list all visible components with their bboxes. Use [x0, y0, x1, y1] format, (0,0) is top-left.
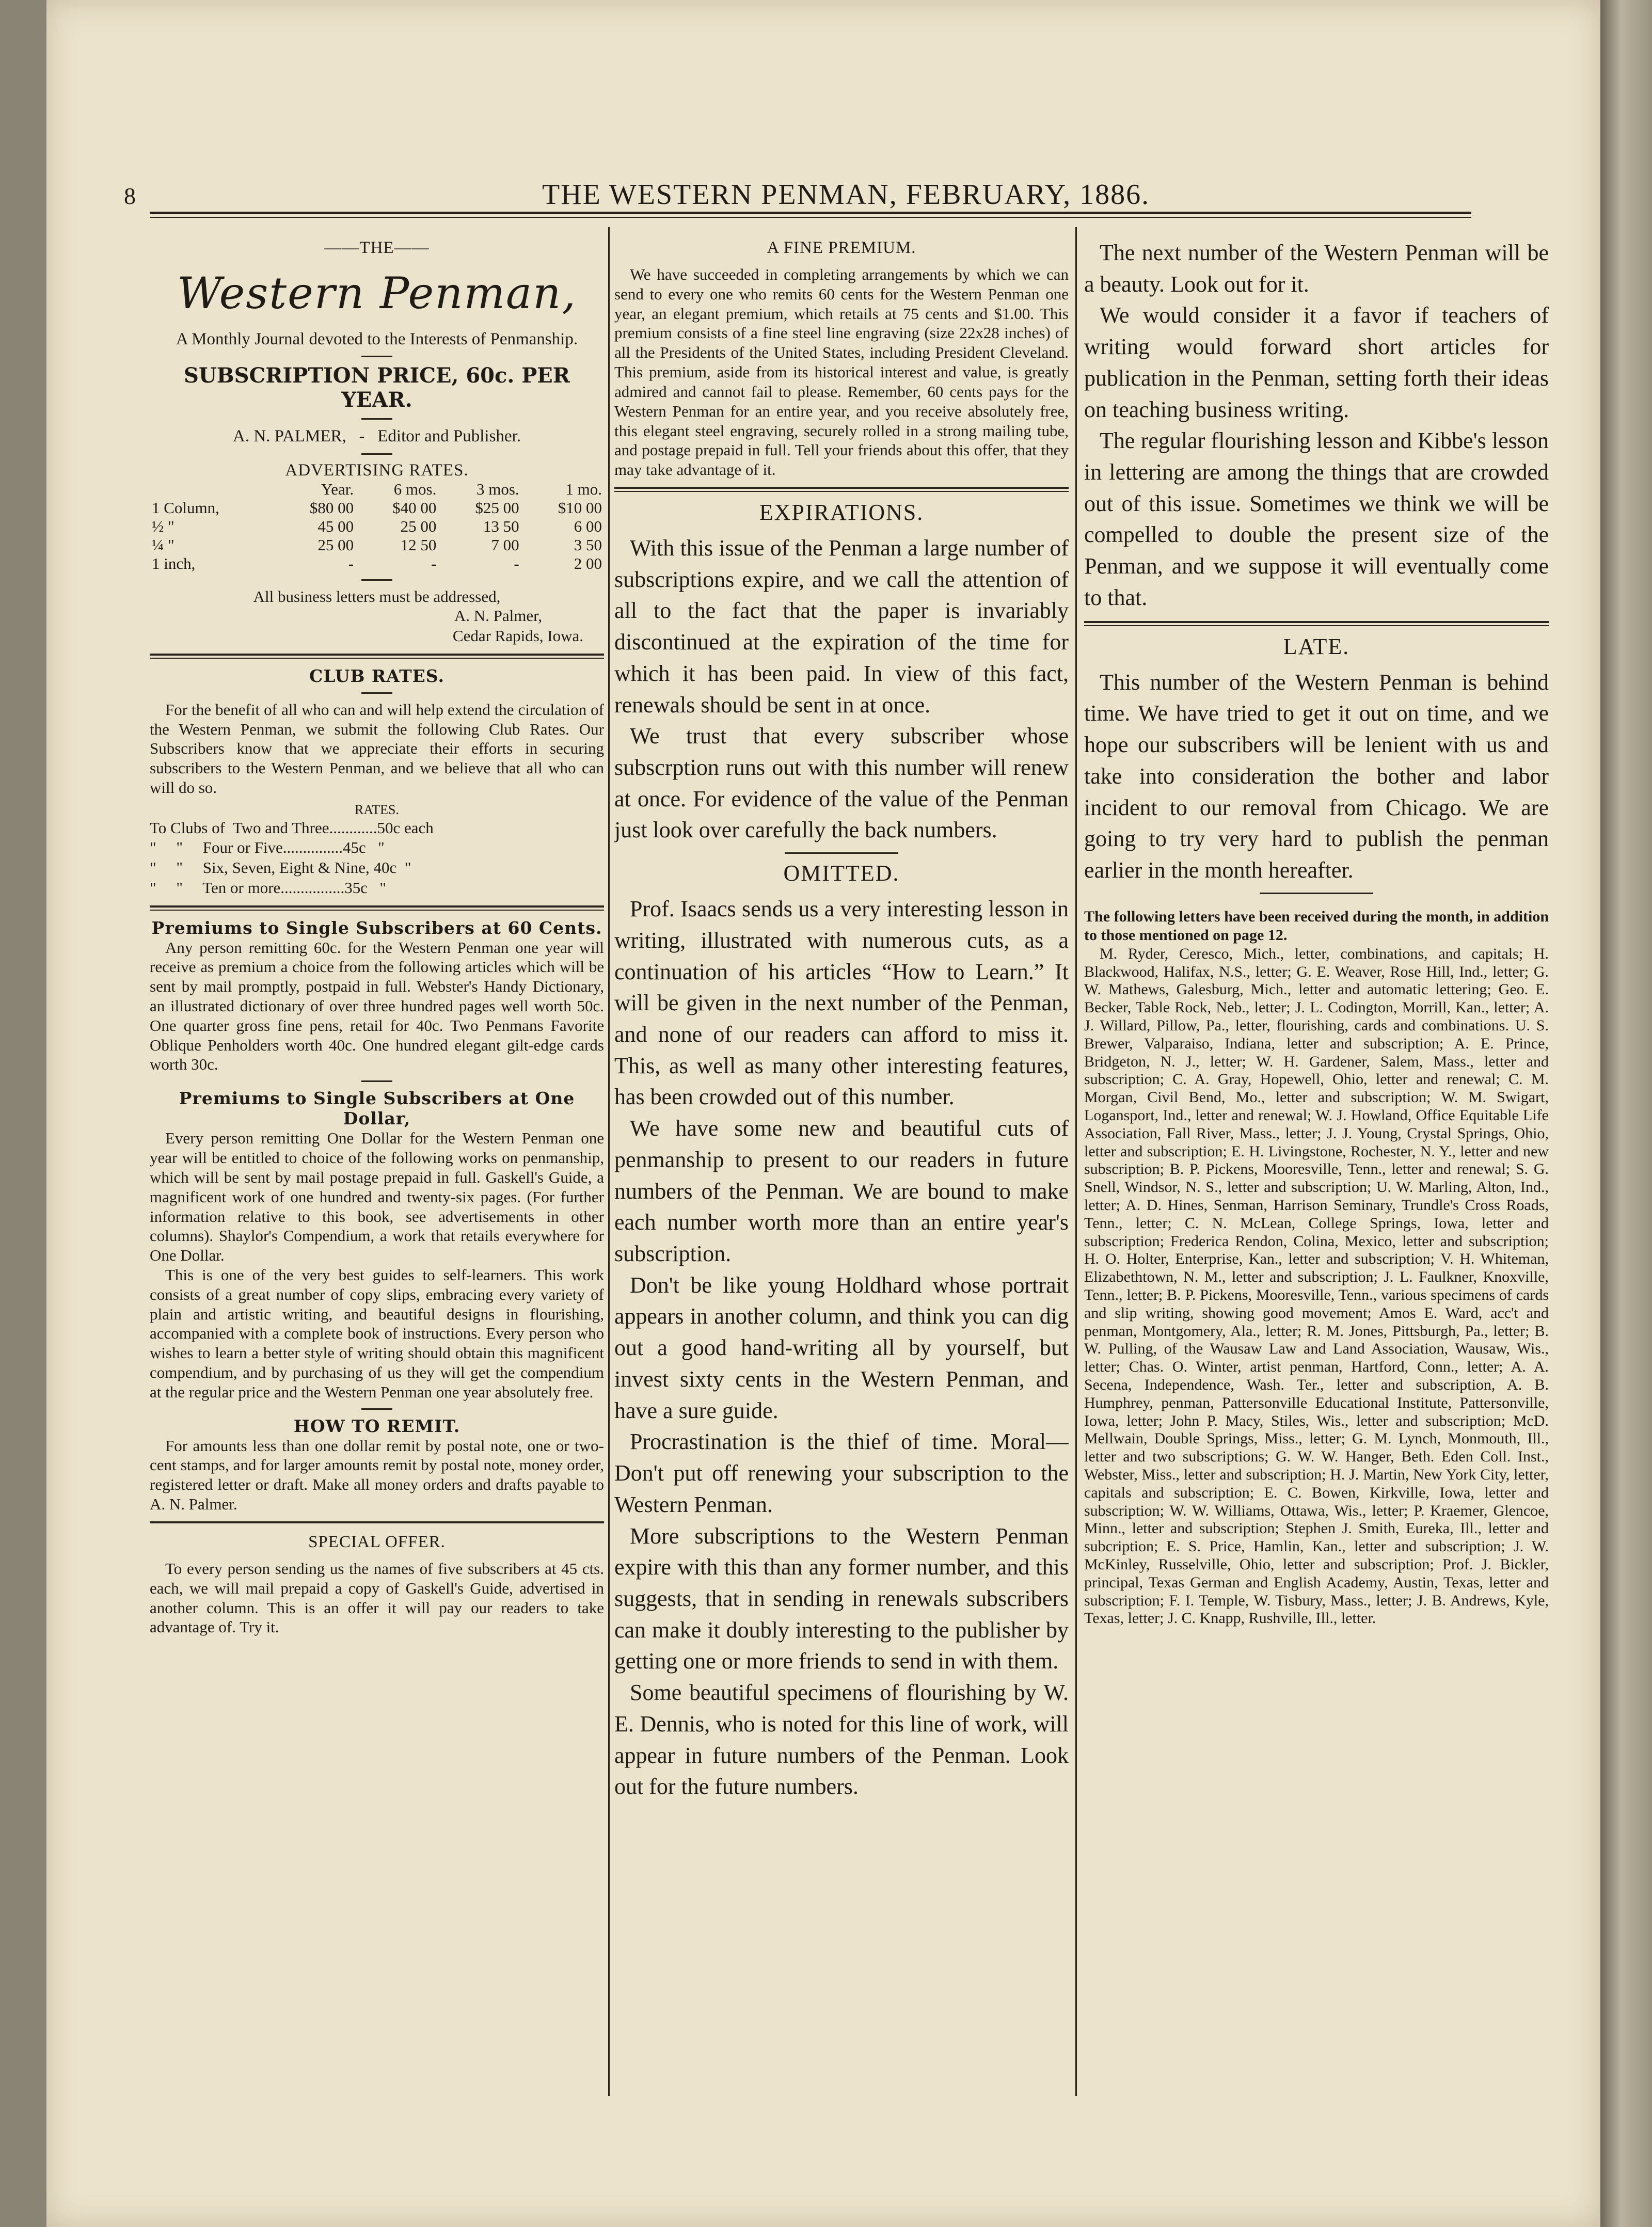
section-rule-thin — [150, 658, 604, 659]
table-cell: $80 00 — [309, 498, 354, 517]
section-rule — [150, 905, 604, 908]
table-cell — [150, 480, 273, 499]
address-name: A. N. Palmer, — [454, 607, 542, 625]
table-cell: 7 00 — [491, 535, 519, 554]
omitted-paragraph: We have some new and beautiful cuts of penmanship to present to our readers in future numbers of the Penman. We are bound to make each number worth more than an entire year's subscription. — [614, 1116, 1069, 1267]
table-cell: $25 00 — [475, 498, 519, 517]
masthead: THE WESTERN PENMAN, FEBRUARY, 1886. — [542, 179, 1150, 211]
club-rates-text: For the benefit of all who can and will help extend the circulation of the Western Penman, we submit the following Club Rates. Our Subscribers know that we appreciate their efforts in securing subscribers to the Western Penman, and we believe that all who can will do so. — [150, 700, 604, 797]
rates-label: RATES. — [355, 802, 399, 817]
how-to-remit-title: HOW TO REMIT. — [293, 1415, 460, 1436]
ad-rates-table — [150, 480, 604, 573]
column-divider-2 — [1075, 227, 1077, 2096]
club-rates-list — [150, 818, 604, 898]
list-item: " " Four or Five...............45c " — [150, 838, 385, 857]
special-offer-title: SPECIAL OFFER. — [308, 1532, 446, 1551]
table-cell: 1 mo. — [565, 480, 602, 498]
premium-dollar-title: Premiums to Single Subscribers at One Dollar, — [179, 1088, 575, 1129]
omitted-title: OMITTED. — [783, 861, 900, 886]
subscription-price: SUBSCRIPTION PRICE, 60c. PER YEAR. — [183, 363, 570, 412]
table-cell: $40 00 — [392, 498, 437, 517]
tagline: A Monthly Journal devoted to the Interests of Penmanship. — [176, 330, 578, 348]
omitted-paragraph: More subscriptions to the Western Penman expire with this than any former number, and this suggests, that in sending in renewals subscribers can make it doubly interesting to the publisher by getting one or more friends to send in with them. — [614, 1523, 1069, 1674]
column-3 — [1084, 227, 1549, 2137]
divider — [1260, 893, 1373, 894]
column-2 — [614, 227, 1069, 2137]
header-rule-thin — [150, 217, 1471, 218]
business-letters: All business letters must be addressed, — [253, 587, 501, 606]
section-rule — [1084, 621, 1549, 623]
omitted-paragraph: Prof. Isaacs sends us a very interesting lesson in writing, illustrated with numerous cuts, as a continuation of his articles “How to Learn.” It will be given in the next number of the Penman, and none of our readers can afford to miss it. This, as well as many other interesting features, has been crowded out of this number. — [614, 896, 1069, 1110]
premium-dollar-text-2: This is one of the very best guides to self-learners. This work consists of a great number of copy slips, embracing every variety of plain and artistic writing, and beautiful designs in flourishing, accompanied with a complete book of instructions. Every person who wishes to learn a better style of writing should obtain this magnificent compendium, and by purchasing of us they will get the compendium at the regular price and the Western Penman one year absolutely free. — [150, 1265, 604, 1401]
late-title: LATE. — [1283, 633, 1350, 659]
table-row — [150, 554, 604, 573]
list-item: To Clubs of Two and Three............50c each — [150, 818, 434, 837]
table-row — [150, 480, 604, 499]
expirations-paragraph: With this issue of the Penman a large number of subscriptions expire, and we call the attention of all to the fact that the paper is invariably discontinued at the expiration of the time for which it has been paid. In view of this fact, renewals should be sent in at once. — [614, 535, 1069, 718]
table-cell: - — [431, 554, 437, 572]
section-rule-thin — [1084, 625, 1549, 626]
table-cell: 1 inch, — [152, 554, 196, 572]
table-cell: 2 00 — [574, 554, 602, 572]
omitted-paragraph: Some beautiful specimens of flourishing by W. E. Dennis, who is noted for this line of work, will appear in future numbers of the Penman. Look out for the future numbers. — [614, 1680, 1069, 1800]
premium-dollar-text-1: Every person remitting One Dollar for the Western Penman one year will be entitled to choice of the following works on penmanship, which will be sent by mail postage prepaid in full. Gaskell's Guide, a magnificent work of one hundred and twenty-six pages. (For further information relative to this book, see advertisements in other columns). Shaylor's Compendium, a work that retails everywhere for One Dollar. — [150, 1129, 604, 1265]
premium-60-title: Premiums to Single Subscribers at 60 Cents. — [151, 917, 602, 938]
table-cell: ½ " — [152, 517, 174, 535]
column-1 — [150, 227, 604, 2137]
title-script: Western Penman, — [177, 268, 577, 319]
divider — [361, 418, 392, 420]
flourishing-paragraph: The regular flourishing lesson and Kibbe's lesson in lettering are among the things that are crowded out of this issue. Sometimes we think we will be compelled to double the present size of the Penman, and we suppose it will eventually come to that. — [1084, 428, 1549, 610]
table-cell: 6 00 — [574, 517, 602, 535]
ad-rates-title: ADVERTISING RATES. — [285, 460, 469, 480]
table-row — [150, 517, 604, 536]
address-city: Cedar Rapids, Iowa. — [452, 627, 583, 645]
divider — [361, 356, 392, 357]
club-rates-title: CLUB RATES. — [309, 665, 444, 686]
divider — [361, 453, 392, 455]
divider — [361, 1080, 392, 1082]
special-offer-text: To every person sending us the names of five subscribers at 45 cts. each, we will mail prepaid a copy of Gaskell's Guide, advertised in another column. This is an offer it will pay our readers to take advantage of. Try it. — [150, 1559, 604, 1636]
section-rule — [150, 654, 604, 656]
table-cell: $10 00 — [558, 498, 602, 517]
table-row — [150, 536, 604, 554]
section-rule — [150, 1521, 604, 1523]
expirations-paragraph: We trust that every subscriber whose subscrption runs out with this number will renew at once. For evidence of the value of the Penman just look over carefully the back numbers. — [614, 723, 1069, 843]
premium-60-text: Any person remitting 60c. for the Western Penman one year will receive as premium a choice from the following articles which will be sent by mail promptly, postpaid in full. Webster's Handy Dictionary, an illustrated dictionary of over three hundred pages well worth 50c. One quarter gross fine pens, retail for 40c. Two Penmans Favorite Oblique Penholders worth 40c. One hundred elegant gilt-edge cards worth 30c. — [150, 938, 604, 1074]
omitted-paragraph: Procrastination is the thief of time. Moral—Don't put off renewing your subscription to the Western Penman. — [614, 1429, 1069, 1517]
column-divider-1 — [608, 227, 610, 2096]
the-label: ——THE—— — [324, 238, 430, 257]
page-edge — [1600, 0, 1652, 2227]
table-cell: 1 Column, — [152, 498, 219, 517]
table-cell: 25 00 — [400, 517, 437, 535]
how-to-remit-text: For amounts less than one dollar remit by postal note, one or two-cent stamps, and for larger amounts remit by postal note, money order, registered letter or draft. Make all money orders and drafts payable to A. N. Palmer. — [150, 1436, 604, 1514]
section-rule-thin — [150, 910, 604, 911]
table-cell: ¼ " — [152, 535, 174, 554]
articles-paragraph: We would consider it a favor if teachers of writing would forward short articles for publication in the Penman, setting forth their ideas on teaching business writing. — [1084, 303, 1549, 422]
table-cell: 6 mos. — [393, 480, 437, 498]
table-cell: 3 mos. — [476, 480, 519, 498]
header-rule — [150, 212, 1471, 214]
letters-list: M. Ryder, Ceresco, Mich., letter, combinations, and capitals; H. Blackwood, Halifax, N.S., letter; G. E. Weaver, Rose Hill, Ind., letter; G. W. Mathews, Galesburg, Mich., letter and automatic lettering; Geo. E. Becker, Table Rock, Neb., letter; J. L. Codington, Morrill, Kan., letter; A. J. Willard, Pillow, Pa., letter, flourishing, cards and combinations. U. S. Brewer, Valparaiso, Indiana, letter and subscription; A. E. Prince, Bridgeton, N. J., letter; W. H. Gardener, Salem, Mass., letter and subscription; C. A. Gray, Hopewell, Ohio, letter and renewal; C. M. Morgan, Civil Bend, Mo., letter and subscription; W. M. Swigart, Logansport, Ind., letter and renewal; W. J. Howland, Office Equitable Life Association, Fall River, Mass., letter; J. J. Young, Crystal Springs, Ohio, letter and subscription; E. H. Livingstone, Rochester, N. Y., letter and new subscription; B. P. Pickens, Mooresville, Tenn., letter and renewal; S. G. Snell, Windsor, N. S., letter and subscription; U. W. Marling, Alton, Ind., letter; A. D. Hines, Senman, Harrison Seminary, Trundle's Cross Roads, Tenn., letter; C. N. McLean, College Springs, Iowa, letter and subscription; Frederica Rendon, Colina, Mexico, letter and subscription; H. O. Holter, Enterprise, Kan., letter and subscription; V. H. Whiteman, Elizabethtown, N. M., letter and subscription; J. L. Faulkner, Knoxville, Tenn., letter; B. P. Pickens, Mooresville, Tenn., various specimens of cards and slip writing, showing good movement; Amos E. Ward, acc't and penman, Montgomery, Ala., letter; R. M. Jones, Pittsburgh, Pa., letter; B. W. Pulling, of the Wausaw Law and Land Association, Wausaw, Wis., letter; Chas. O. Winter, artist penman, Hartford, Conn., letter; A. A. Secena, Independence, Wash. Ter., letter and subscription, A. B. Humphrey, penman, Pattersonville Educational Institute, Pattersonville, Iowa, letter; John P. Macy, Stiles, Wis., letter and subscription; McD. Mellwain, Double Springs, Miss., letter; G. M. Lynch, Monmouth, Ill., letter and two subscriptions; G. W. W. Hanger, Beth. Eden Coll. Inst., Webster, Miss., letter and subscription; H. J. Martin, New York City, letter, capitals and subscription; E. C. Bowen, Kirkville, Iowa, letter and subscription; W. W. Williams, Ottawa, Wis., letter; P. Kraemer, Glencoe, Minn., letter and subscription; Stephen J. Smith, Eureka, Ill., letter and subcription; E. S. Price, Hamlin, Kan., letter and subscription; J. W. McKinley, Russelville, Ohio, letter and subscription; Prof. J. Bickler, principal, Texas German and English Academy, Austin, Texas, letter and subscription; F. I. Temple, W. Tisbury, Mass., letter; J. B. Andrews, Kyle, Texas, letter; J. C. Knapp, Rushville, Ill., letter. — [1084, 945, 1549, 1627]
next-number-paragraph: The next number of the Western Penman will be a beauty. Look out for it. — [1084, 240, 1549, 297]
table-cell: 3 50 — [574, 535, 602, 554]
section-rule — [614, 487, 1069, 489]
table-cell: 25 00 — [317, 535, 354, 554]
table-row — [150, 499, 604, 517]
list-item: " " Six, Seven, Eight & Nine, 40c " — [150, 858, 411, 877]
omitted-paragraph: Don't be like young Holdhard whose portrait appears in another column, and think you can dig out a good hand-writing all by yourself, but invest sixty cents in the Western Penman, and have a sure guide. — [614, 1272, 1069, 1423]
divider — [361, 579, 392, 581]
table-cell: - — [514, 554, 519, 572]
table-cell: 12 50 — [400, 535, 437, 554]
list-item: " " Ten or more................35c " — [150, 878, 386, 897]
table-cell: 45 00 — [317, 517, 354, 535]
fine-premium-text: We have succeeded in completing arrangements by which we can send to every one who remits 60 cents for the Western Penman one year, an elegant premium, which retails at 75 cents and $1.00. This premium consists of a fine steel line engraving (size 22x28 inches) of all the Presidents of the United States, including President Cleveland. This premium, aside from its historical interest and value, is greatly admired and cannot fail to please. Remember, 60 cents pays for the Western Penman for an entire year, and you receive absolutely free, this elegant steel engraving, securely rolled in a strong mailing tube, and postage prepaid in full. Tell your friends about this offer, that they may take advantage of it. — [614, 265, 1069, 479]
divider — [785, 852, 898, 854]
divider — [361, 1408, 392, 1410]
late-text: This number of the Western Penman is behind time. We have tried to get it out on time, and we hope our subscribers will be lenient with us and take into consideration the bother and labor incident to our removal from Chicago. We are going to try very hard to publish the penman earlier in the month hereafter. — [1084, 669, 1549, 883]
table-cell: Year. — [321, 480, 354, 498]
divider — [361, 692, 392, 694]
table-cell: - — [348, 554, 354, 572]
section-rule-thin — [614, 491, 1069, 492]
expirations-title: EXPIRATIONS. — [759, 499, 924, 525]
page-number: 8 — [124, 183, 136, 209]
editor-line: A. N. PALMER, - Editor and Publisher. — [233, 427, 521, 446]
fine-premium-title: A FINE PREMIUM. — [767, 238, 916, 257]
table-cell: 13 50 — [483, 517, 519, 535]
letters-intro: The following letters have been received during the month, in addition to those mentioned on page 12. — [1084, 908, 1549, 944]
